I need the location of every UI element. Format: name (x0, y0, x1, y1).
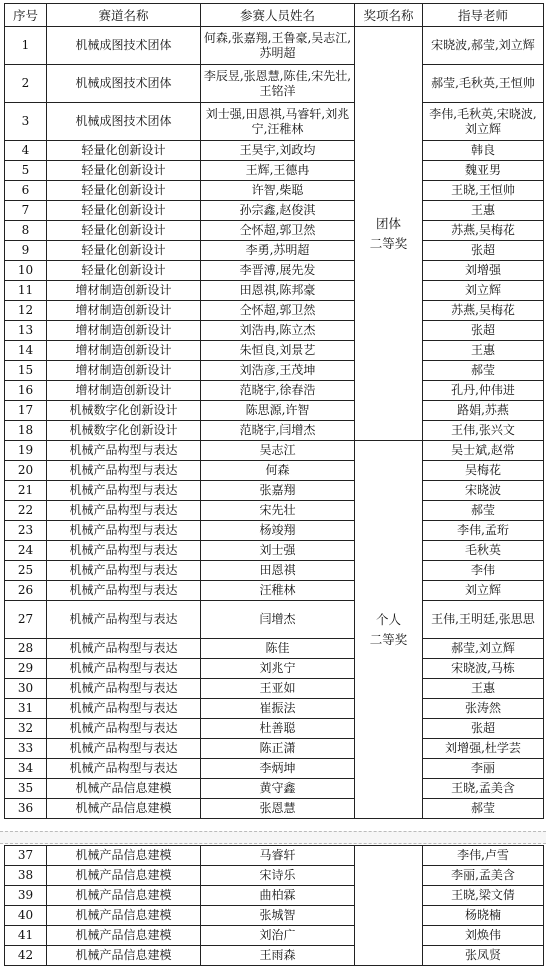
row-no: 17 (5, 401, 47, 421)
row-track: 轻量化创新设计 (47, 201, 201, 221)
row-track: 机械产品信息建模 (47, 866, 201, 886)
table-row (5, 241, 544, 261)
row-names: 刘治广 (201, 926, 355, 946)
row-names: 张城智 (201, 906, 355, 926)
header-award: 奖项名称 (355, 4, 423, 27)
row-track: 机械数字化创新设计 (47, 401, 201, 421)
row-names: 宋诗乐 (201, 866, 355, 886)
row-no: 6 (5, 181, 47, 201)
row-names: 陈佳 (201, 639, 355, 659)
row-track: 机械产品构型与表达 (47, 501, 201, 521)
row-track: 机械产品信息建模 (47, 906, 201, 926)
row-track: 机械产品信息建模 (47, 886, 201, 906)
row-teacher: 李伟,孟珩 (423, 521, 544, 541)
row-track: 机械产品构型与表达 (47, 541, 201, 561)
row-track: 机械产品构型与表达 (47, 481, 201, 501)
row-teacher: 刘增强,杜学芸 (423, 739, 544, 759)
row-names: 何森 (201, 461, 355, 481)
table-row (5, 521, 544, 541)
row-names: 仝怀超,郭卫然 (201, 221, 355, 241)
row-no: 36 (5, 799, 47, 819)
table-row (5, 739, 544, 759)
row-teacher: 郝莹,毛秋英,王恒帅 (423, 65, 544, 103)
table-row (5, 719, 544, 739)
row-teacher: 刘焕伟 (423, 926, 544, 946)
row-names: 吴志江 (201, 441, 355, 461)
table-row (5, 946, 544, 966)
awards-table-body (5, 27, 544, 819)
row-names: 王昊宇,刘政均 (201, 141, 355, 161)
row-teacher: 郝莹,刘立辉 (423, 639, 544, 659)
row-names: 曲柏霖 (201, 886, 355, 906)
row-teacher: 王惠 (423, 201, 544, 221)
row-track: 机械产品构型与表达 (47, 639, 201, 659)
row-no: 20 (5, 461, 47, 481)
row-names: 刘士强 (201, 541, 355, 561)
row-teacher: 吴士斌,赵常 (423, 441, 544, 461)
row-teacher: 王伟,张兴文 (423, 421, 544, 441)
table-row (5, 361, 544, 381)
row-track: 机械产品构型与表达 (47, 659, 201, 679)
row-teacher: 苏燕,吴梅花 (423, 301, 544, 321)
row-names: 张嘉翔 (201, 481, 355, 501)
table-row (5, 341, 544, 361)
row-names: 刘士强,田恩祺,马睿轩,刘兆宁,汪稚林 (201, 103, 355, 141)
table-row (5, 27, 544, 65)
row-names: 李晋溥,展先发 (201, 261, 355, 281)
row-no: 31 (5, 699, 47, 719)
row-names: 汪稚林 (201, 581, 355, 601)
row-teacher: 张凤贤 (423, 946, 544, 966)
table-row (5, 659, 544, 679)
row-teacher: 宋晓波 (423, 481, 544, 501)
row-track: 轻量化创新设计 (47, 181, 201, 201)
row-no: 42 (5, 946, 47, 966)
row-no: 27 (5, 601, 47, 639)
row-names: 刘浩冉,陈立杰 (201, 321, 355, 341)
row-names: 陈正潇 (201, 739, 355, 759)
table-row (5, 221, 544, 241)
table-row (5, 421, 544, 441)
row-teacher: 孔丹,仲伟进 (423, 381, 544, 401)
row-names: 范晓宇,徐春浩 (201, 381, 355, 401)
row-track: 机械产品构型与表达 (47, 699, 201, 719)
table-row (5, 281, 544, 301)
row-names: 张恩慧 (201, 799, 355, 819)
row-teacher: 王晓,孟美含 (423, 779, 544, 799)
row-no: 26 (5, 581, 47, 601)
row-teacher: 吴梅花 (423, 461, 544, 481)
row-no: 40 (5, 906, 47, 926)
table-row (5, 301, 544, 321)
row-names: 刘浩彦,王茂坤 (201, 361, 355, 381)
row-no: 23 (5, 521, 47, 541)
row-track: 机械成图技术团体 (47, 65, 201, 103)
table-row (5, 441, 544, 461)
row-teacher: 路娟,苏燕 (423, 401, 544, 421)
row-track: 机械产品信息建模 (47, 779, 201, 799)
row-names: 李辰昱,张恩慧,陈佳,宋先壮,王铭洋 (201, 65, 355, 103)
table-row (5, 501, 544, 521)
row-teacher: 李伟 (423, 561, 544, 581)
row-no: 4 (5, 141, 47, 161)
row-no: 33 (5, 739, 47, 759)
table-row (5, 201, 544, 221)
table-row (5, 541, 544, 561)
row-no: 25 (5, 561, 47, 581)
row-teacher: 张超 (423, 719, 544, 739)
table-row (5, 779, 544, 799)
row-names: 李勇,苏明超 (201, 241, 355, 261)
row-names: 刘兆宁 (201, 659, 355, 679)
table-row (5, 103, 544, 141)
header-track: 赛道名称 (47, 4, 201, 27)
row-teacher: 郝莹 (423, 501, 544, 521)
award-team-cell: 团体 二等奖 (355, 27, 423, 441)
row-no: 9 (5, 241, 47, 261)
row-track: 机械产品信息建模 (47, 946, 201, 966)
awards-table-page-1 (4, 3, 544, 819)
row-names: 王辉,王德冉 (201, 161, 355, 181)
row-teacher: 王惠 (423, 679, 544, 699)
row-no: 30 (5, 679, 47, 699)
row-no: 10 (5, 261, 47, 281)
row-no: 39 (5, 886, 47, 906)
row-teacher: 杨晓楠 (423, 906, 544, 926)
row-no: 8 (5, 221, 47, 241)
row-no: 37 (5, 846, 47, 866)
awards-table-page-2 (4, 845, 544, 966)
row-no: 5 (5, 161, 47, 181)
table-row (5, 601, 544, 639)
row-teacher: 王晓,王恒帅 (423, 181, 544, 201)
row-no: 28 (5, 639, 47, 659)
row-teacher: 刘立辉 (423, 281, 544, 301)
row-track: 机械产品构型与表达 (47, 561, 201, 581)
row-no: 1 (5, 27, 47, 65)
row-teacher: 王惠 (423, 341, 544, 361)
table-row (5, 381, 544, 401)
row-track: 轻量化创新设计 (47, 141, 201, 161)
row-no: 24 (5, 541, 47, 561)
row-names: 黄守鑫 (201, 779, 355, 799)
row-teacher: 王伟,王明廷,张思思 (423, 601, 544, 639)
row-track: 机械产品构型与表达 (47, 461, 201, 481)
row-no: 16 (5, 381, 47, 401)
table-row (5, 906, 544, 926)
row-names: 陈思源,许智 (201, 401, 355, 421)
row-teacher: 张超 (423, 321, 544, 341)
row-no: 29 (5, 659, 47, 679)
row-teacher: 王晓,梁文倩 (423, 886, 544, 906)
row-names: 崔振法 (201, 699, 355, 719)
row-teacher: 李丽,孟美含 (423, 866, 544, 886)
row-no: 11 (5, 281, 47, 301)
header-no: 序号 (5, 4, 47, 27)
row-track: 机械产品构型与表达 (47, 601, 201, 639)
row-teacher: 郝莹 (423, 799, 544, 819)
table-row (5, 866, 544, 886)
table-row (5, 461, 544, 481)
table-row (5, 181, 544, 201)
row-no: 12 (5, 301, 47, 321)
row-names: 仝怀超,郭卫然 (201, 301, 355, 321)
row-track: 机械成图技术团体 (47, 103, 201, 141)
row-no: 2 (5, 65, 47, 103)
row-teacher: 李丽 (423, 759, 544, 779)
row-no: 35 (5, 779, 47, 799)
row-track: 机械产品信息建模 (47, 799, 201, 819)
row-track: 轻量化创新设计 (47, 261, 201, 281)
row-teacher: 毛秋英 (423, 541, 544, 561)
row-track: 机械产品构型与表达 (47, 679, 201, 699)
row-teacher: 张超 (423, 241, 544, 261)
row-no: 7 (5, 201, 47, 221)
row-no: 18 (5, 421, 47, 441)
row-track: 机械数字化创新设计 (47, 421, 201, 441)
row-track: 增材制造创新设计 (47, 301, 201, 321)
row-track: 增材制造创新设计 (47, 281, 201, 301)
row-teacher: 郝莹 (423, 361, 544, 381)
row-track: 机械产品构型与表达 (47, 719, 201, 739)
table-header-row (5, 4, 544, 27)
row-no: 41 (5, 926, 47, 946)
row-track: 轻量化创新设计 (47, 161, 201, 181)
row-teacher: 刘增强 (423, 261, 544, 281)
table-row (5, 65, 544, 103)
table-row (5, 161, 544, 181)
row-names: 宋先壮 (201, 501, 355, 521)
row-track: 机械产品构型与表达 (47, 581, 201, 601)
row-no: 22 (5, 501, 47, 521)
row-teacher: 韩良 (423, 141, 544, 161)
table-row (5, 481, 544, 501)
row-track: 轻量化创新设计 (47, 241, 201, 261)
table-row (5, 401, 544, 421)
row-names: 许智,柴聪 (201, 181, 355, 201)
row-track: 增材制造创新设计 (47, 341, 201, 361)
awards-table-body-continued (5, 846, 544, 966)
row-no: 3 (5, 103, 47, 141)
table-row (5, 759, 544, 779)
table-row (5, 846, 544, 866)
table-row (5, 886, 544, 906)
row-names: 范晓宇,闫增杰 (201, 421, 355, 441)
award-individual-cell: 个人 二等奖 (355, 441, 423, 819)
table-row (5, 699, 544, 719)
row-names: 王亚如 (201, 679, 355, 699)
row-track: 机械产品构型与表达 (47, 521, 201, 541)
row-no: 38 (5, 866, 47, 886)
row-names: 马睿轩 (201, 846, 355, 866)
row-no: 15 (5, 361, 47, 381)
row-names: 闫增杰 (201, 601, 355, 639)
row-teacher: 宋晓波,马栋 (423, 659, 544, 679)
row-names: 杜善聪 (201, 719, 355, 739)
row-teacher: 苏燕,吴梅花 (423, 221, 544, 241)
row-track: 机械产品构型与表达 (47, 739, 201, 759)
row-names: 杨竣翔 (201, 521, 355, 541)
row-track: 机械产品信息建模 (47, 846, 201, 866)
row-teacher: 刘立辉 (423, 581, 544, 601)
table-row (5, 799, 544, 819)
row-teacher: 魏亚男 (423, 161, 544, 181)
table-row (5, 141, 544, 161)
row-track: 增材制造创新设计 (47, 361, 201, 381)
row-no: 21 (5, 481, 47, 501)
header-names: 参赛人员姓名 (201, 4, 355, 27)
row-teacher: 李伟,卢雪 (423, 846, 544, 866)
row-names: 李炳坤 (201, 759, 355, 779)
row-teacher: 李伟,毛秋英,宋晓波,刘立辉 (423, 103, 544, 141)
row-track: 增材制造创新设计 (47, 381, 201, 401)
table-row (5, 561, 544, 581)
table-row (5, 639, 544, 659)
row-track: 轻量化创新设计 (47, 221, 201, 241)
row-no: 19 (5, 441, 47, 461)
row-names: 孙宗鑫,赵俊淇 (201, 201, 355, 221)
table-row (5, 321, 544, 341)
row-no: 32 (5, 719, 47, 739)
header-teacher: 指导老师 (423, 4, 544, 27)
row-track: 机械产品构型与表达 (47, 759, 201, 779)
table-row (5, 679, 544, 699)
row-track: 增材制造创新设计 (47, 321, 201, 341)
row-track: 机械产品信息建模 (47, 926, 201, 946)
award-empty-cell (355, 846, 423, 966)
row-names: 田恩祺 (201, 561, 355, 581)
row-track: 机械成图技术团体 (47, 27, 201, 65)
row-no: 14 (5, 341, 47, 361)
row-teacher: 张涛然 (423, 699, 544, 719)
table-row (5, 581, 544, 601)
row-teacher: 宋晓波,郝莹,刘立辉 (423, 27, 544, 65)
row-no: 34 (5, 759, 47, 779)
row-names: 王雨森 (201, 946, 355, 966)
row-names: 朱恒良,刘景艺 (201, 341, 355, 361)
page-break-divider (0, 831, 546, 844)
row-names: 何森,张嘉翔,王鲁豪,吴志江,苏明超 (201, 27, 355, 65)
row-track: 机械产品构型与表达 (47, 441, 201, 461)
table-row (5, 926, 544, 946)
table-row (5, 261, 544, 281)
row-no: 13 (5, 321, 47, 341)
row-names: 田恩祺,陈邦豪 (201, 281, 355, 301)
